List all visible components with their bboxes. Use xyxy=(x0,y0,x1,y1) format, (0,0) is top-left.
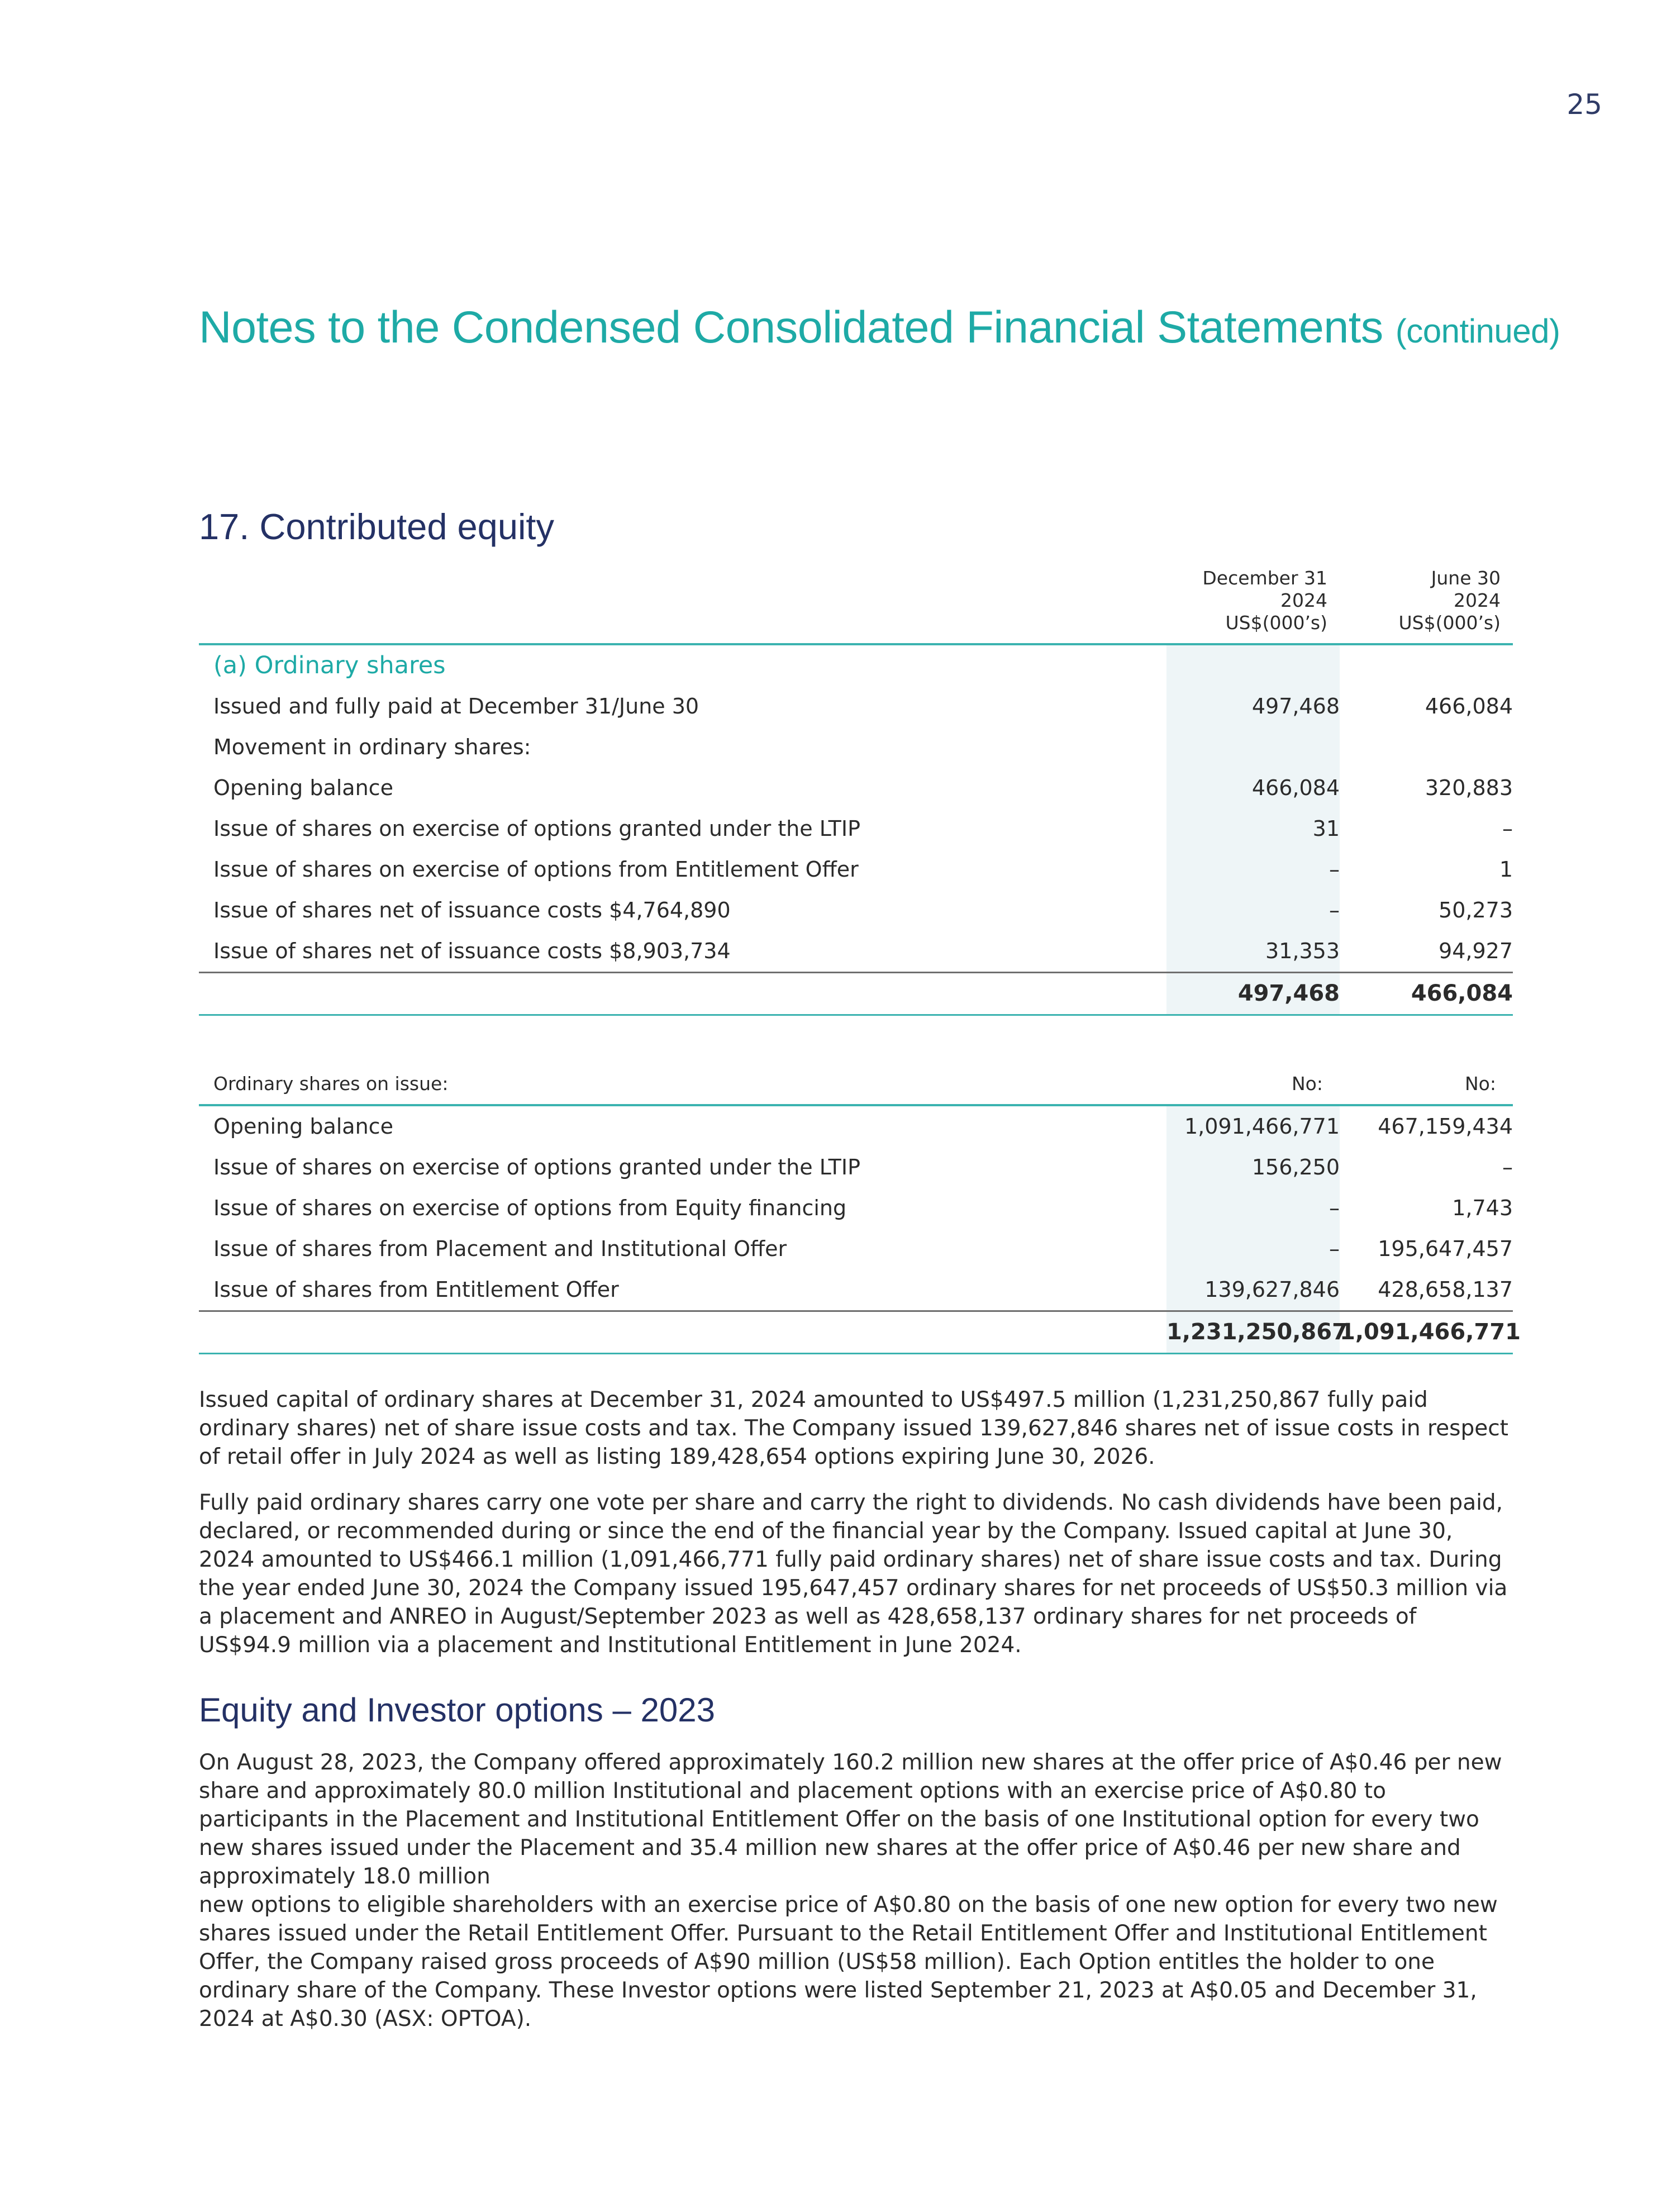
row-label: Issue of shares on exercise of options from Entitlement Offer xyxy=(213,857,859,882)
row-label: Issue of shares on exercise of options from Equity financing xyxy=(213,1196,847,1220)
cell-dec: 139,627,846 xyxy=(1166,1269,1340,1311)
page-title xyxy=(199,302,1560,354)
total-label xyxy=(199,1311,1166,1354)
cell-jun: 467,159,434 xyxy=(1378,1114,1513,1139)
header-dec-line3: US$(000’s) xyxy=(1225,612,1327,634)
cell-jun: – xyxy=(1502,816,1513,841)
header-jun-line1: June 30 xyxy=(1431,567,1501,589)
page-title-suffix: (continued) xyxy=(1395,312,1560,350)
table-row xyxy=(199,686,1513,727)
header-jun-line3: US$(000’s) xyxy=(1398,612,1501,634)
cell-jun: 50,273 xyxy=(1439,898,1513,922)
table-total-row xyxy=(199,1311,1513,1354)
row-label: Issue of shares net of issuance costs $8,903,734 xyxy=(213,939,731,963)
cell-dec: – xyxy=(1166,849,1340,890)
header-dec-line2: 2024 xyxy=(1280,589,1327,611)
total-jun: 1,091,466,771 xyxy=(1340,1311,1513,1354)
cell-jun: 1 xyxy=(1499,857,1513,882)
table-row xyxy=(199,1229,1513,1269)
table-row xyxy=(199,808,1513,849)
table-row xyxy=(199,890,1513,931)
table-header xyxy=(199,1066,1513,1105)
header-june: No: xyxy=(1340,1066,1513,1105)
cell-jun xyxy=(1340,727,1513,768)
table-total-row xyxy=(199,973,1513,1015)
cell-dec: 31,353 xyxy=(1166,931,1340,973)
fully-paid-paragraph: Fully paid ordinary shares carry one vote per share and carry the right to dividends. No cash dividends have been paid, declared, or recommended during or since the end of the financial year by the Company. Issued capital at June 30, 2024 amounted to US$466.1 million (1,091,466,771 fully paid ordinary shares) net of share issue costs and tax. During the year ended June 30, 2024 the Company issued 195,647,457 ordinary shares for net proceeds of US$50.3 million via a placement and ANREO in August/September 2023 as well as 428,658,137 ordinary shares for net proceeds of US$94.9 million via a placement and Institutional Entitlement in June 2024. xyxy=(199,1490,1508,1658)
options-paragraph-a: On August 28, 2023, the Company offered approximately 160.2 million new shares at the offer price of A$0.46 per new share and approximately 80.0 million Institutional and placement options with an exercise price of A$0.80 to participants in the Placement and Institutional Entitlement Offer on the basis of one Institutional option for every two new shares issued under the Placement and 35.4 million new shares at the offer price of A$0.46 per new share and approximately 18.0 million xyxy=(199,1750,1502,1889)
issued-capital-paragraph: Issued capital of ordinary shares at December 31, 2024 amounted to US$497.5 million (1,231,250,867 fully paid ordinary shares) net of share issue costs and tax. The Company issued 139,627,846 shares net of issue costs in respect of retail offer in July 2024 as well as listing 189,428,654 options expiring June 30, 2026. xyxy=(199,1387,1508,1469)
cell-dec xyxy=(1166,727,1340,768)
header-june xyxy=(1340,567,1513,644)
row-label: Issue of shares from Placement and Institutional Offer xyxy=(213,1236,787,1261)
cell-jun xyxy=(1340,644,1513,686)
row-label: Opening balance xyxy=(213,1114,393,1139)
page-title-main: Notes to the Condensed Consolidated Financial Statements xyxy=(199,302,1383,353)
table-row xyxy=(199,931,1513,973)
header-dec-line1: December 31 xyxy=(1202,567,1327,589)
page-number: 25 xyxy=(1567,88,1602,121)
table-row xyxy=(199,1269,1513,1311)
cell-dec: 466,084 xyxy=(1166,768,1340,808)
table-row xyxy=(199,1105,1513,1147)
subsection-title: Equity and Investor options – 2023 xyxy=(199,1691,715,1729)
total-dec: 497,468 xyxy=(1166,973,1340,1015)
ordinary-shares-table xyxy=(199,567,1513,1016)
cell-jun: 94,927 xyxy=(1439,939,1513,963)
section-label: (a) Ordinary shares xyxy=(213,651,446,679)
cell-dec: 497,468 xyxy=(1166,686,1340,727)
table-row xyxy=(199,727,1513,768)
cell-dec: 31 xyxy=(1166,808,1340,849)
cell-jun: – xyxy=(1502,1155,1513,1179)
header-jun-line2: 2024 xyxy=(1454,589,1501,611)
header-december: No: xyxy=(1166,1066,1340,1105)
cell-dec: 1,091,466,771 xyxy=(1166,1105,1340,1147)
total-label xyxy=(199,973,1166,1015)
section-title: 17. Contributed equity xyxy=(199,506,554,547)
row-label: Issued and fully paid at December 31/June 30 xyxy=(213,694,699,719)
cell-jun: 1,743 xyxy=(1452,1196,1513,1220)
cell-jun: 428,658,137 xyxy=(1378,1277,1513,1302)
cell-dec: 156,250 xyxy=(1166,1147,1340,1188)
table-row xyxy=(199,1188,1513,1229)
shares-on-issue-table xyxy=(199,1066,1521,1354)
row-label: Issue of shares net of issuance costs $4,764,890 xyxy=(213,898,731,922)
table-row xyxy=(199,849,1513,890)
options-paragraph-b: new options to eligible shareholders with an exercise price of A$0.80 on the basis of one new option for every two new shares issued under the Retail Entitlement Offer. Pursuant to the Retail Entitlement Offer and Institutional Entitlement Offer, the Company raised gross proceeds of A$90 million (US$58 million). Each Option entitles the holder to one ordinary share of the Company. These Investor options were listed September 21, 2023 at A$0.05 and December 31, 2024 at A$0.30 (ASX: OPTOA). xyxy=(199,1892,1498,2032)
row-label: Issue of shares on exercise of options granted under the LTIP xyxy=(213,1155,860,1179)
row-label: Issue of shares on exercise of options granted under the LTIP xyxy=(213,816,860,841)
cell-dec xyxy=(1166,644,1340,686)
total-dec: 1,231,250,867 xyxy=(1166,1311,1340,1354)
content xyxy=(199,567,1521,2033)
row-label: Issue of shares from Entitlement Offer xyxy=(213,1277,619,1302)
row-label: Movement in ordinary shares: xyxy=(213,735,531,759)
table-header xyxy=(199,567,1513,644)
header-december xyxy=(1166,567,1340,644)
cell-jun: 320,883 xyxy=(1425,776,1513,800)
cell-jun: 195,647,457 xyxy=(1378,1236,1513,1261)
cell-jun: 466,084 xyxy=(1425,694,1513,719)
table-row xyxy=(199,768,1513,808)
spacer xyxy=(199,1354,1513,1386)
table-section-row xyxy=(199,644,1513,686)
header-label xyxy=(199,567,1166,644)
cell-dec: – xyxy=(1166,1229,1340,1269)
total-jun: 466,084 xyxy=(1340,973,1513,1015)
cell-dec: – xyxy=(1166,890,1340,931)
cell-dec: – xyxy=(1166,1188,1340,1229)
table-row xyxy=(199,1147,1513,1188)
row-label: Opening balance xyxy=(213,776,393,800)
spacer xyxy=(199,1016,1513,1066)
header-label: Ordinary shares on issue: xyxy=(199,1066,1166,1105)
